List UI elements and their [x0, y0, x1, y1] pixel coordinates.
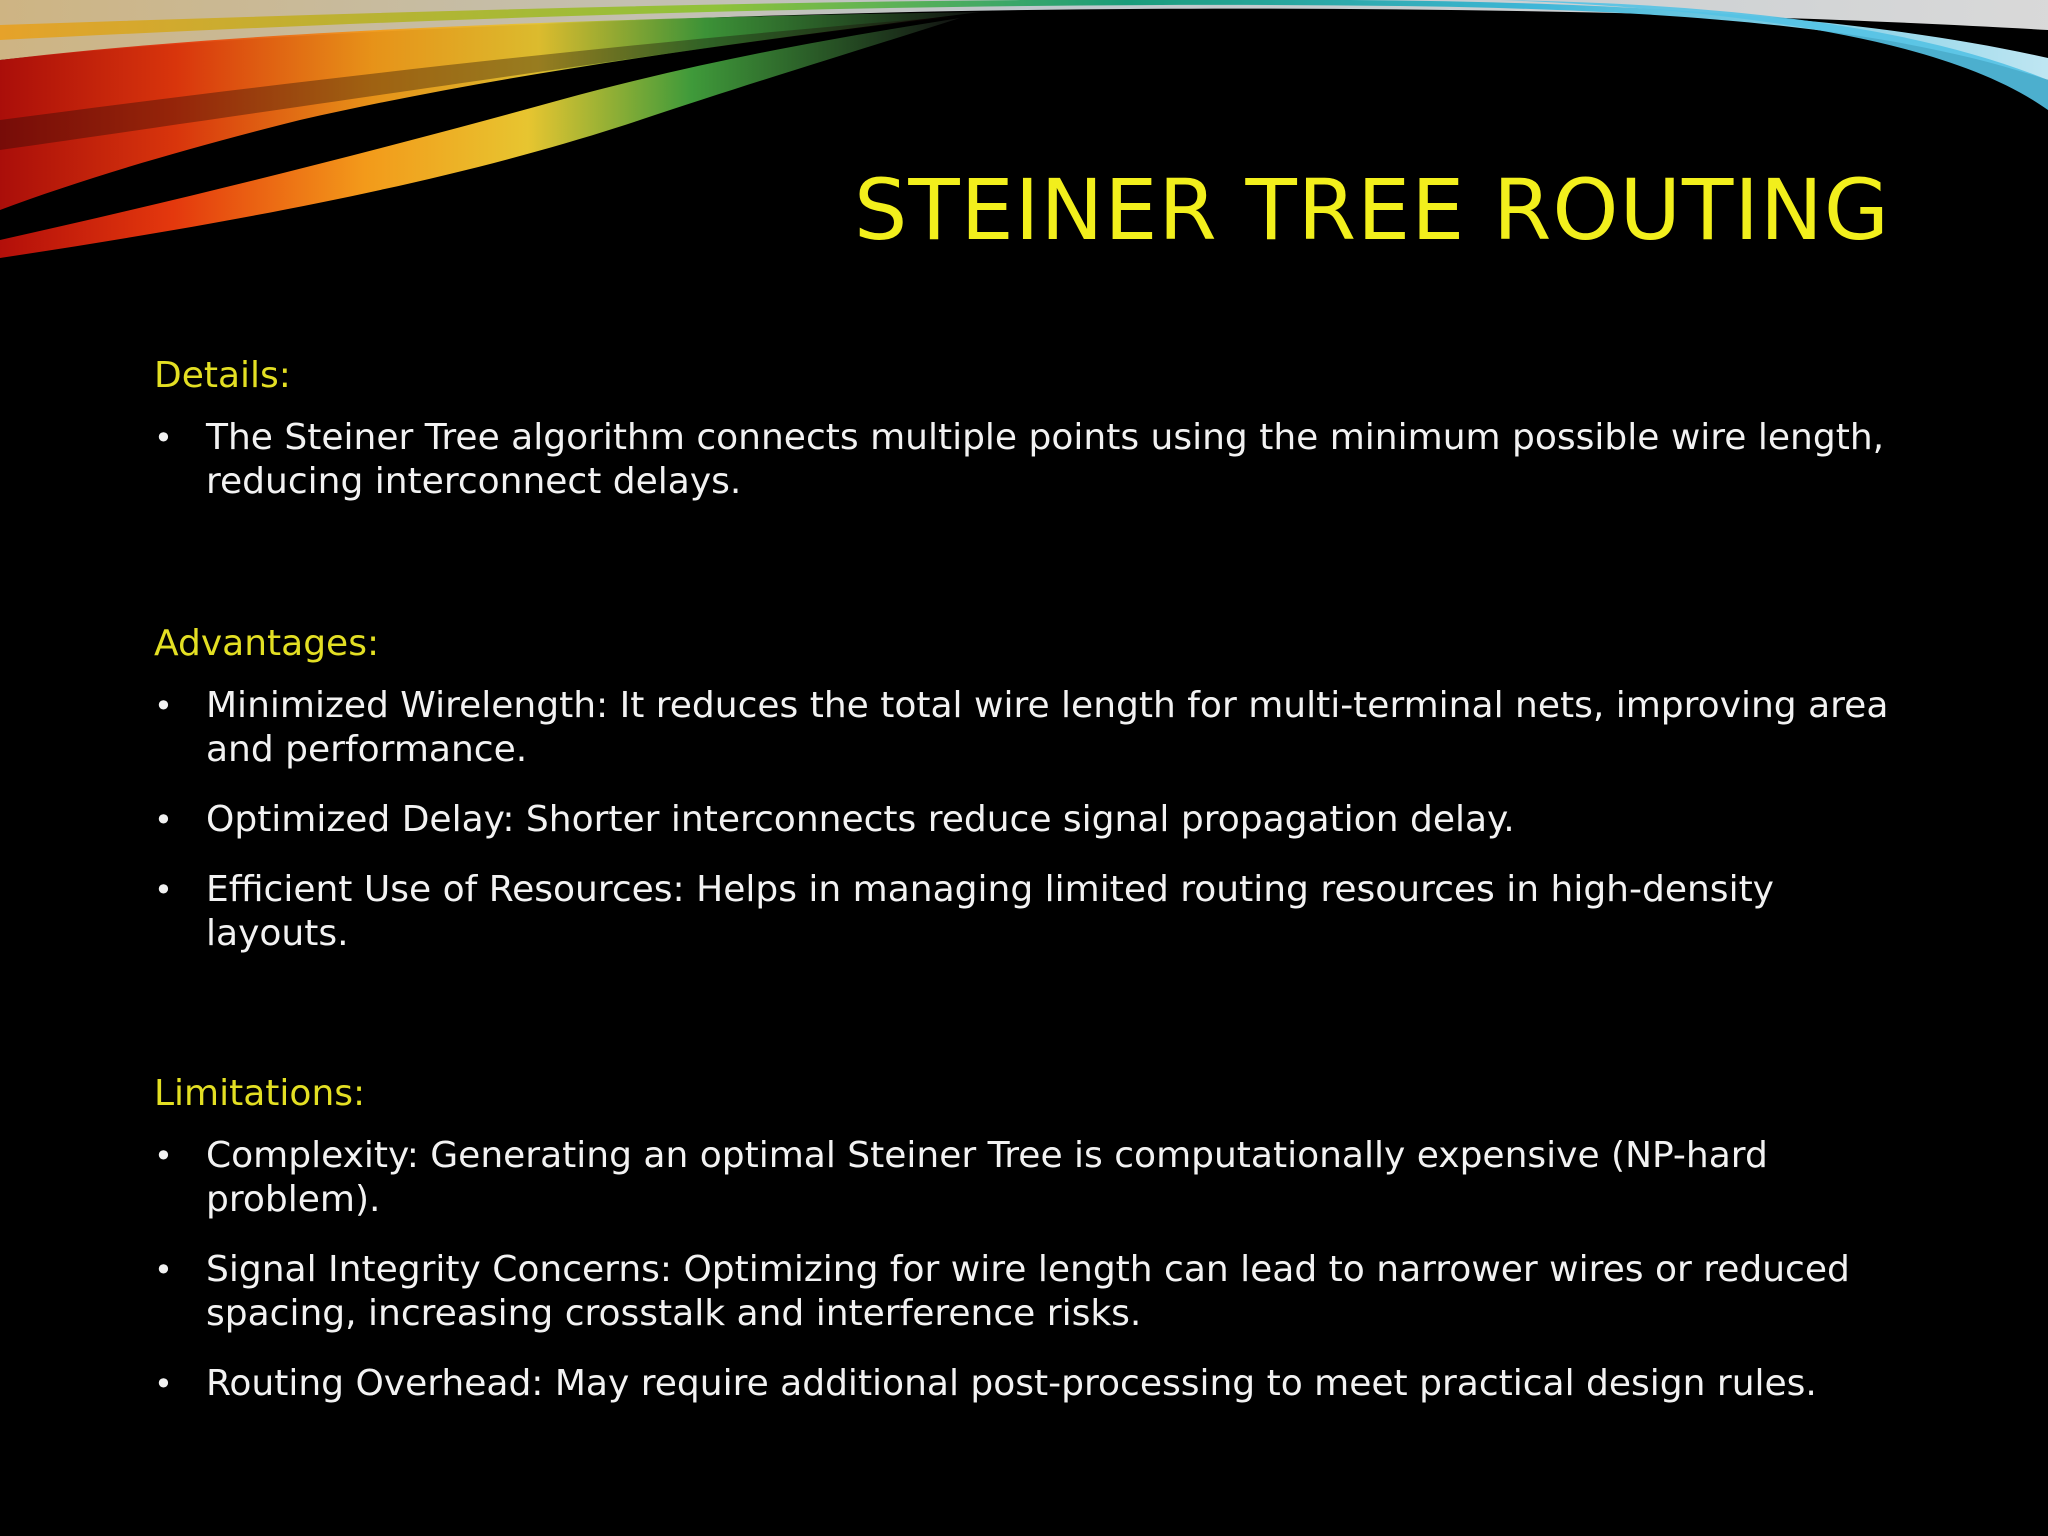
- section-heading-limitations: Limitations:: [154, 1073, 366, 1114]
- list-item: [154, 416, 1914, 504]
- list-item: [154, 798, 1914, 842]
- list-item: [154, 1248, 1914, 1336]
- list-item: [154, 684, 1914, 772]
- bullet-text: Optimized Delay: Shorter interconnects reduce signal propagation delay.: [206, 799, 1515, 840]
- slide-title: STEINER TREE ROUTING: [854, 161, 1890, 259]
- bullet-text: Efficient Use of Resources: Helps in managing limited routing resources in high-density layouts.: [206, 869, 1774, 954]
- bullet-text: Signal Integrity Concerns: Optimizing for wire length can lead to narrower wires or reduced spacing, increasing crosstalk and interference risks.: [206, 1249, 1850, 1334]
- section-heading-details: Details:: [154, 355, 291, 396]
- list-item: [154, 868, 1914, 956]
- list-item: [154, 1134, 1914, 1222]
- bullet-text: Minimized Wirelength: It reduces the total wire length for multi-terminal nets, improving area and performance.: [206, 685, 1889, 770]
- section-spacer: [154, 530, 1914, 620]
- details-list: [154, 416, 1914, 504]
- advantages-list: [154, 684, 1914, 956]
- bullet-icon: •: [154, 1137, 173, 1175]
- list-item: [154, 1362, 1914, 1406]
- slide-content: [154, 352, 1914, 1432]
- bullet-icon: •: [154, 1365, 173, 1403]
- section-heading-advantages: Advantages:: [154, 623, 380, 664]
- bullet-icon: •: [154, 687, 173, 725]
- limitations-list: [154, 1134, 1914, 1406]
- bullet-icon: •: [154, 1251, 173, 1289]
- bullet-icon: •: [154, 419, 173, 457]
- bullet-text: Complexity: Generating an optimal Steiner Tree is computationally expensive (NP-hard problem).: [206, 1135, 1768, 1220]
- bullet-icon: •: [154, 871, 173, 909]
- bullet-text: Routing Overhead: May require additional post-processing to meet practical design rules.: [206, 1363, 1817, 1404]
- section-spacer: [154, 982, 1914, 1070]
- bullet-text: The Steiner Tree algorithm connects multiple points using the minimum possible wire length, reducing interconnect delays.: [206, 417, 1885, 502]
- bullet-icon: •: [154, 801, 173, 839]
